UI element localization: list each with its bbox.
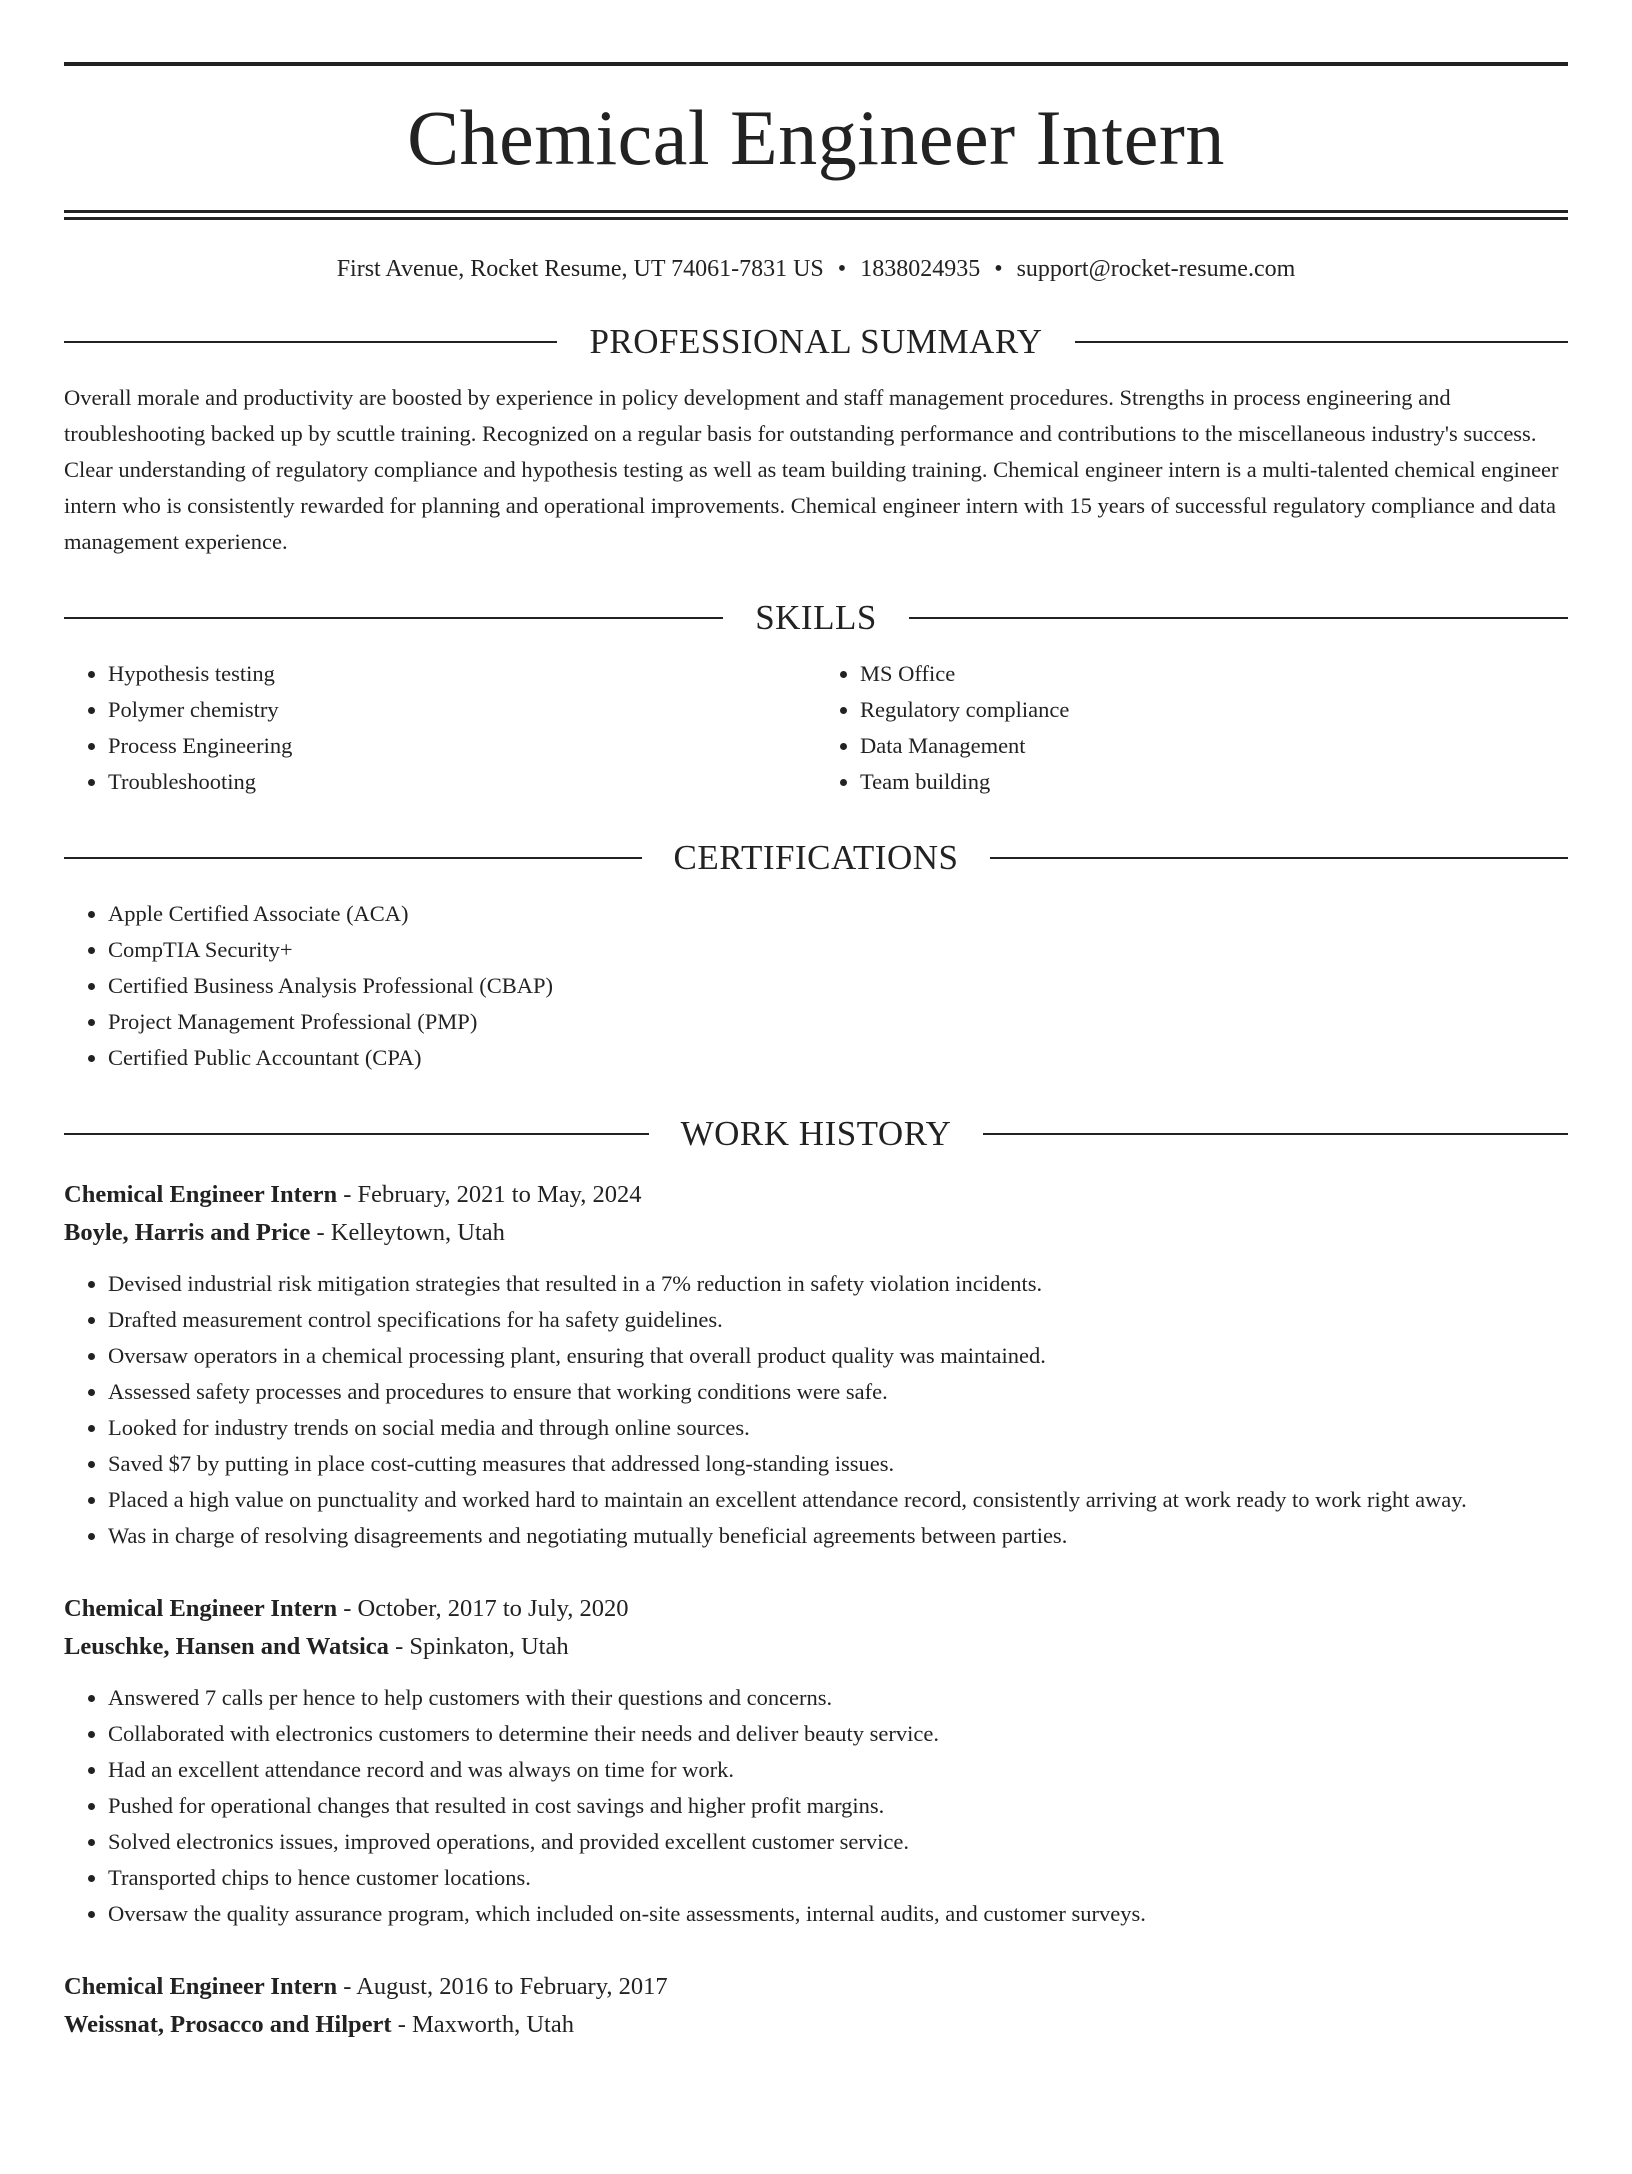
contact-phone: 1838024935 [860,256,981,282]
certifications-list [64,896,1568,1076]
certification-item: • CompTIA Security+ [108,932,1568,968]
job-bullet: • Looked for industry trends on social media and through online sources. [108,1410,1568,1446]
job-title-line: Chemical Engineer Intern - October, 2017 to July, 2020 [64,1595,629,1622]
job-company: Leuschke, Hansen and Watsica [64,1633,389,1660]
job-title-line: Chemical Engineer Intern - February, 2021 to May, 2024 [64,1181,642,1208]
skill-item: • Data Management [860,728,1568,764]
skill-item: • Troubleshooting [108,764,816,800]
skills-heading-title: SKILLS [755,598,877,637]
summary-heading-title: PROFESSIONAL SUMMARY [589,322,1043,361]
contact-address: First Avenue, Rocket Resume, UT 74061-7831 US [336,256,824,282]
skill-item: • Regulatory compliance [860,692,1568,728]
resume-page [0,62,1632,2174]
skill-item: • Hypothesis testing [108,656,816,692]
job-bullet: • Oversaw operators in a chemical processing plant, ensuring that overall product quality was maintained. [108,1338,1568,1374]
job-bullets [64,1266,1568,1554]
contact-line [64,254,1568,284]
certification-item: • Apple Certified Associate (ACA) [108,896,1568,932]
summary-heading [64,322,1568,362]
resume-name: Chemical Engineer Intern [407,94,1225,181]
job-bullet: • Assessed safety processes and procedures to ensure that working conditions were safe. [108,1374,1568,1410]
skills-grid [64,656,1568,800]
skill-item: • Polymer chemistry [108,692,816,728]
certifications-heading-title: CERTIFICATIONS [673,838,959,877]
contact-separator: • [994,256,1003,282]
job-title: Chemical Engineer Intern [64,1595,338,1622]
heading-rule-right [909,617,1568,619]
job-bullet: • Answered 7 calls per hence to help customers with their questions and concerns. [108,1680,1568,1716]
job-company: Weissnat, Prosacco and Hilpert [64,2011,392,2038]
job-bullets [64,1680,1568,1932]
job-bullet: • Saved $7 by putting in place cost-cutting measures that addressed long-standing issues. [108,1446,1568,1482]
skills-list-right [816,656,1568,800]
job-location: Spinkaton, Utah [409,1633,569,1660]
job-bullet: • Was in charge of resolving disagreements and negotiating mutually beneficial agreements between parties. [108,1518,1568,1554]
job-title: Chemical Engineer Intern [64,1181,338,1208]
job-bullet: • Pushed for operational changes that resulted in cost savings and higher profit margins. [108,1788,1568,1824]
job-bullet: • Devised industrial risk mitigation strategies that resulted in a 7% reduction in safety violation incidents. [108,1266,1568,1302]
heading-rule-right [1075,341,1568,343]
certification-item: • Certified Business Analysis Professional (CBAP) [108,968,1568,1004]
job-bullet: • Drafted measurement control specifications for ha safety guidelines. [108,1302,1568,1338]
contact-separator: • [837,256,847,282]
certifications-heading [64,838,1568,878]
skills-list-left [64,656,816,800]
job-bullet: • Solved electronics issues, improved operations, and provided excellent customer service. [108,1824,1568,1860]
heading-rule-right [983,1133,1568,1135]
summary-text: Overall morale and productivity are boosted by experience in policy development and staff management procedures. Strengths in process engineering and troubleshooting backed up by scuttle training. Recognized on a regular basis for outstanding performance and contributions to the miscellaneous industry's success. Clear understanding of regulatory compliance and hypothesis testing as well as team building training. Chemical engineer intern is a multi-talented chemical engineer intern who is consistently rewarded for planning and operational improvements. Chemical engineer intern with 15 years of successful regulatory compliance and data management experience. [64,385,1559,554]
job-company-line: Weissnat, Prosacco and Hilpert - Maxworth, Utah [64,2011,574,2038]
heading-rule-left [64,341,557,343]
skills-heading [64,598,1568,638]
job-bullet: • Placed a high value on punctuality and worked hard to maintain an excellent attendance record, consistently arriving at work ready to work right away. [108,1482,1568,1518]
certification-item: • Project Management Professional (PMP) [108,1004,1568,1040]
contact-email: support@rocket-resume.com [1016,256,1296,282]
double-rule [64,210,1568,220]
skill-item: • Process Engineering [108,728,816,764]
job-entry [64,1590,1568,1932]
job-bullet: • Oversaw the quality assurance program, which included on-site assessments, internal audits, and customer surveys. [108,1896,1568,1932]
job-company-line: Leuschke, Hansen and Watsica - Spinkaton, Utah [64,1633,569,1660]
skill-item: • Team building [860,764,1568,800]
job-title: Chemical Engineer Intern [64,1973,338,2000]
job-dates: October, 2017 to July, 2020 [357,1595,629,1622]
job-entry [64,1176,1568,1554]
job-entry [64,1968,1568,2044]
job-location: Maxworth, Utah [412,2011,574,2038]
job-dates: February, 2021 to May, 2024 [357,1181,642,1208]
job-title-line: Chemical Engineer Intern - August, 2016 to February, 2017 [64,1973,668,2000]
job-bullet: • Had an excellent attendance record and was always on time for work. [108,1752,1568,1788]
skill-item: • MS Office [860,656,1568,692]
certification-item: • Certified Public Accountant (CPA) [108,1040,1568,1076]
work-history-heading-title: WORK HISTORY [680,1114,952,1153]
job-bullet: • Collaborated with electronics customers to determine their needs and deliver beauty service. [108,1716,1568,1752]
job-company-line: Boyle, Harris and Price - Kelleytown, Utah [64,1219,505,1246]
job-location: Kelleytown, Utah [330,1219,505,1246]
top-rule [64,62,1568,66]
heading-rule-left [64,617,723,619]
heading-rule-left [64,857,642,859]
job-company: Boyle, Harris and Price [64,1219,311,1246]
job-bullet: • Transported chips to hence customer locations. [108,1860,1568,1896]
heading-rule-right [990,857,1568,859]
heading-rule-left [64,1133,649,1135]
work-history-heading [64,1114,1568,1154]
job-dates: August, 2016 to February, 2017 [356,1973,668,2000]
